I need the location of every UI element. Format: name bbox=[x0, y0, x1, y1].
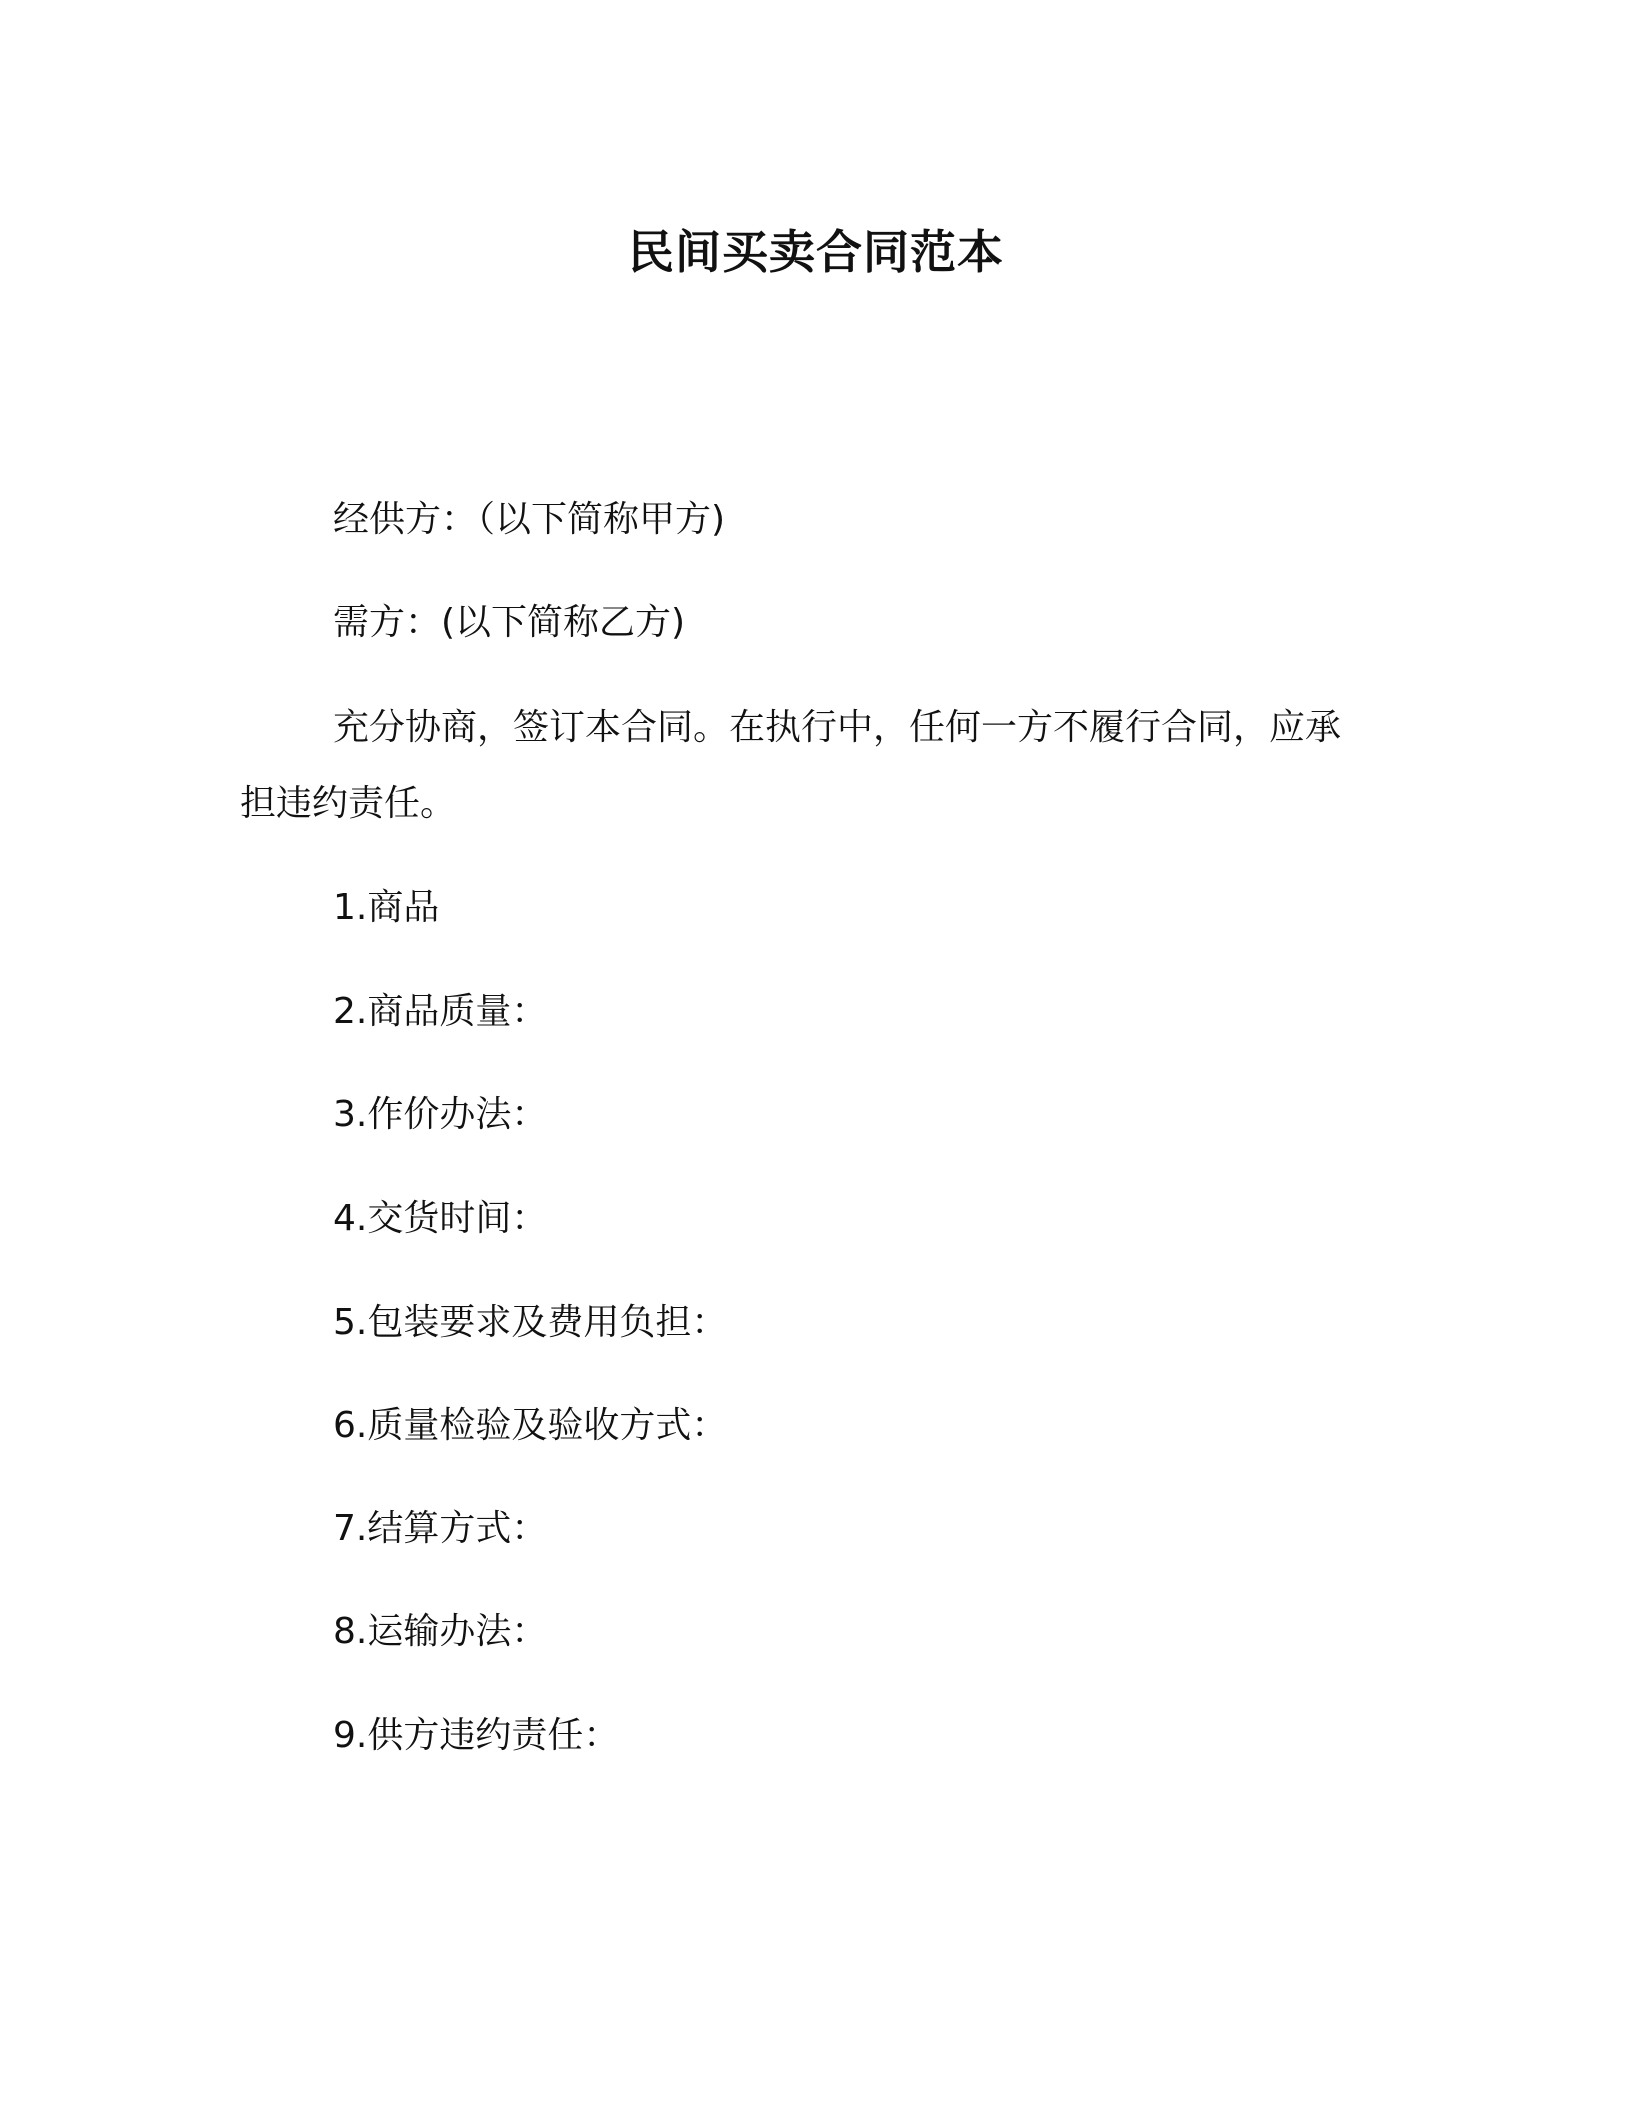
document-title: 民间买卖合同范本 bbox=[628, 225, 1004, 279]
buyer-line: 需方：(以下简称乙方) bbox=[333, 602, 686, 643]
clause-item: 9.供方违约责任： bbox=[333, 1715, 620, 1756]
intro-paragraph-line-1: 充分协商，签订本合同。在执行中，任何一方不履行合同，应承 bbox=[333, 707, 1342, 748]
clause-item: 2.商品质量： bbox=[333, 991, 548, 1032]
clause-item: 1.商品 bbox=[333, 887, 440, 928]
clause-item: 5.包装要求及费用负担： bbox=[333, 1302, 728, 1343]
clause-item: 3.作价办法： bbox=[333, 1094, 548, 1135]
clause-item: 4.交货时间： bbox=[333, 1198, 548, 1239]
supplier-line: 经供方：（以下简称甲方) bbox=[333, 499, 726, 540]
clause-item: 8.运输办法： bbox=[333, 1611, 548, 1652]
clause-item: 6.质量检验及验收方式： bbox=[333, 1405, 728, 1446]
intro-paragraph-line-2: 担违约责任。 bbox=[240, 783, 457, 824]
clause-item: 7.结算方式： bbox=[333, 1508, 548, 1549]
